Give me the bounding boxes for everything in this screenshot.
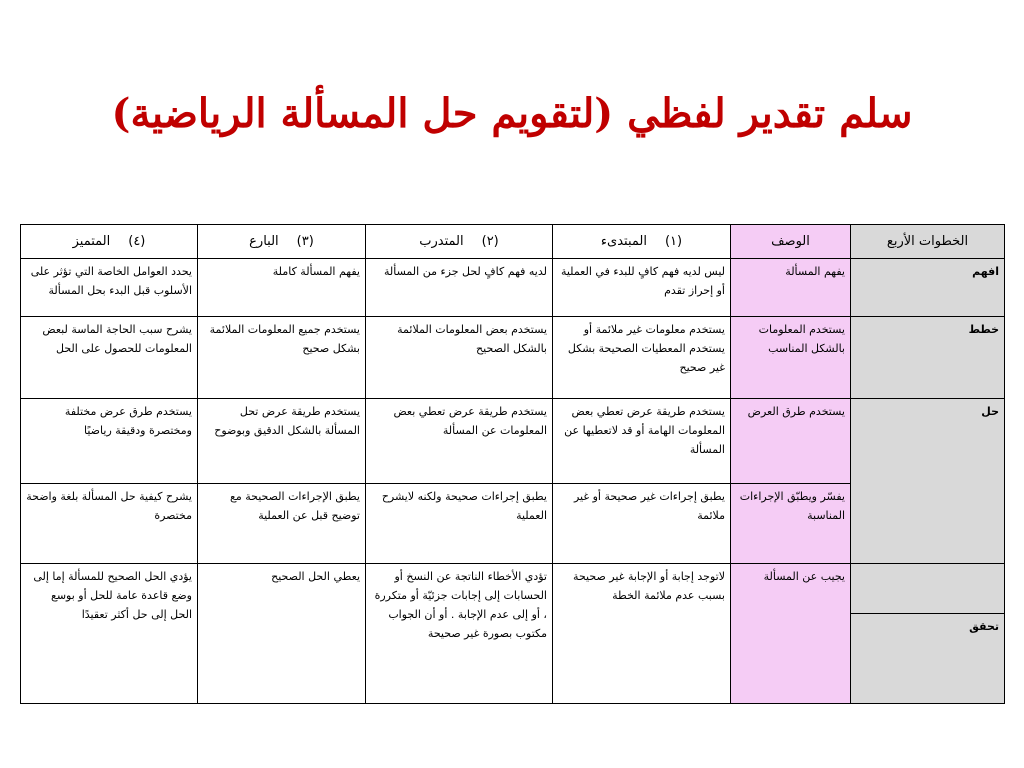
level-2-cell: لديه فهم كافٍ لحل جزء من المسألة: [366, 259, 553, 317]
level-1-cell: لاتوجد إجابة أو الإجابة غير صحيحة بسبب عدم ملائمة الخطة: [553, 563, 731, 703]
level-1-cell: يستخدم طريقة عرض تعطي بعض المعلومات الهامة أو قد لاتعطيها عن المسألة: [553, 399, 731, 483]
level-1-number: (١): [664, 234, 683, 250]
level-3-cell: يستخدم جميع المعلومات الملائمة بشكل صحيح: [198, 317, 366, 399]
page-title: سلم تقدير لفظي (لتقويم حل المسألة الرياضية): [111, 90, 913, 137]
level-4-cell: يستخدم طرق عرض مختلفة ومختصرة ودقيقة رياضيًا: [21, 399, 198, 483]
level-3-cell: يستخدم طريقة عرض تحل المسألة بالشكل الدقيق وبوضوح: [198, 399, 366, 483]
step-solve: حل: [851, 399, 1005, 563]
level-1-cell: ليس لديه فهم كافٍ للبدء في العملية أو إحراز تقدم: [553, 259, 731, 317]
rubric-table: [20, 224, 1005, 704]
table-row: [21, 563, 1005, 613]
level-1-name: المبتدىء: [600, 234, 647, 250]
level-2-cell: تؤدي الأخطاء الناتجة عن النسخ أو الحسابات إلى إجابات جزئيّة أو متكررة ، أو إلى عدم الإجابة . أو أن الجواب مكتوب بصورة غير صحيحة: [366, 563, 553, 703]
header-level-2: [366, 225, 553, 259]
step-plan: خطط: [851, 317, 1005, 399]
level-1-cell: يستخدم معلومات غير ملائمة أو يستخدم المعطيات الصحيحة بشكل غير صحيح: [553, 317, 731, 399]
level-4-cell: يؤدي الحل الصحيح للمسألة إما إلى وضع قاعدة عامة للحل أو بوسع الحل إلى حل أكثر تعقيدًا: [21, 563, 198, 703]
row-description: يجيب عن المسألة: [731, 563, 851, 703]
table-row: [21, 259, 1005, 317]
row-description: يستخدم المعلومات بالشكل المناسب: [731, 317, 851, 399]
table-row: [21, 317, 1005, 399]
level-2-cell: يطبق إجراءات صحيحة ولكنه لايشرح العملية: [366, 483, 553, 563]
step-solve-continued: [851, 563, 1005, 613]
level-2-cell: يستخدم طريقة عرض تعطي بعض المعلومات عن المسألة: [366, 399, 553, 483]
level-4-cell: يشرح كيفية حل المسألة بلغة واضحة مختصرة: [21, 483, 198, 563]
level-2-name: المتدرب: [419, 234, 464, 250]
level-3-name: البارع: [249, 234, 279, 250]
level-2-cell: يستخدم بعض المعلومات الملائمة بالشكل الصحيح: [366, 317, 553, 399]
header-level-4: [21, 225, 198, 259]
level-3-cell: يفهم المسألة كاملة: [198, 259, 366, 317]
header-level-1: [553, 225, 731, 259]
table-row: [21, 399, 1005, 483]
header-steps: الخطوات الأربع: [851, 225, 1005, 259]
level-4-cell: يحدد العوامل الخاصة التي تؤثر على الأسلوب قبل البدء بحل المسألة: [21, 259, 198, 317]
level-4-number: (٤): [128, 234, 146, 250]
level-3-cell: يطبق الإجراءات الصحيحة مع توضيح قبل عن العملية: [198, 483, 366, 563]
level-1-cell: يطبق إجراءات غير صحيحة أو غير ملائمة: [553, 483, 731, 563]
header-row: [21, 225, 1005, 259]
level-4-cell: يشرح سبب الحاجة الماسة لبعض المعلومات للحصول على الحل: [21, 317, 198, 399]
level-3-number: (٣): [296, 234, 314, 250]
header-level-3: [198, 225, 366, 259]
row-description: يفسّر ويطبّق الإجراءات المناسبة: [731, 483, 851, 563]
level-2-number: (٢): [481, 234, 499, 250]
row-description: يستخدم طرق العرض: [731, 399, 851, 483]
step-verify: تحقق: [851, 613, 1005, 703]
header-description: الوصف: [731, 225, 851, 259]
level-4-name: المتميز: [72, 234, 111, 250]
step-understand: افهم: [851, 259, 1005, 317]
level-3-cell: يعطي الحل الصحيح: [198, 563, 366, 703]
row-description: يفهم المسألة: [731, 259, 851, 317]
